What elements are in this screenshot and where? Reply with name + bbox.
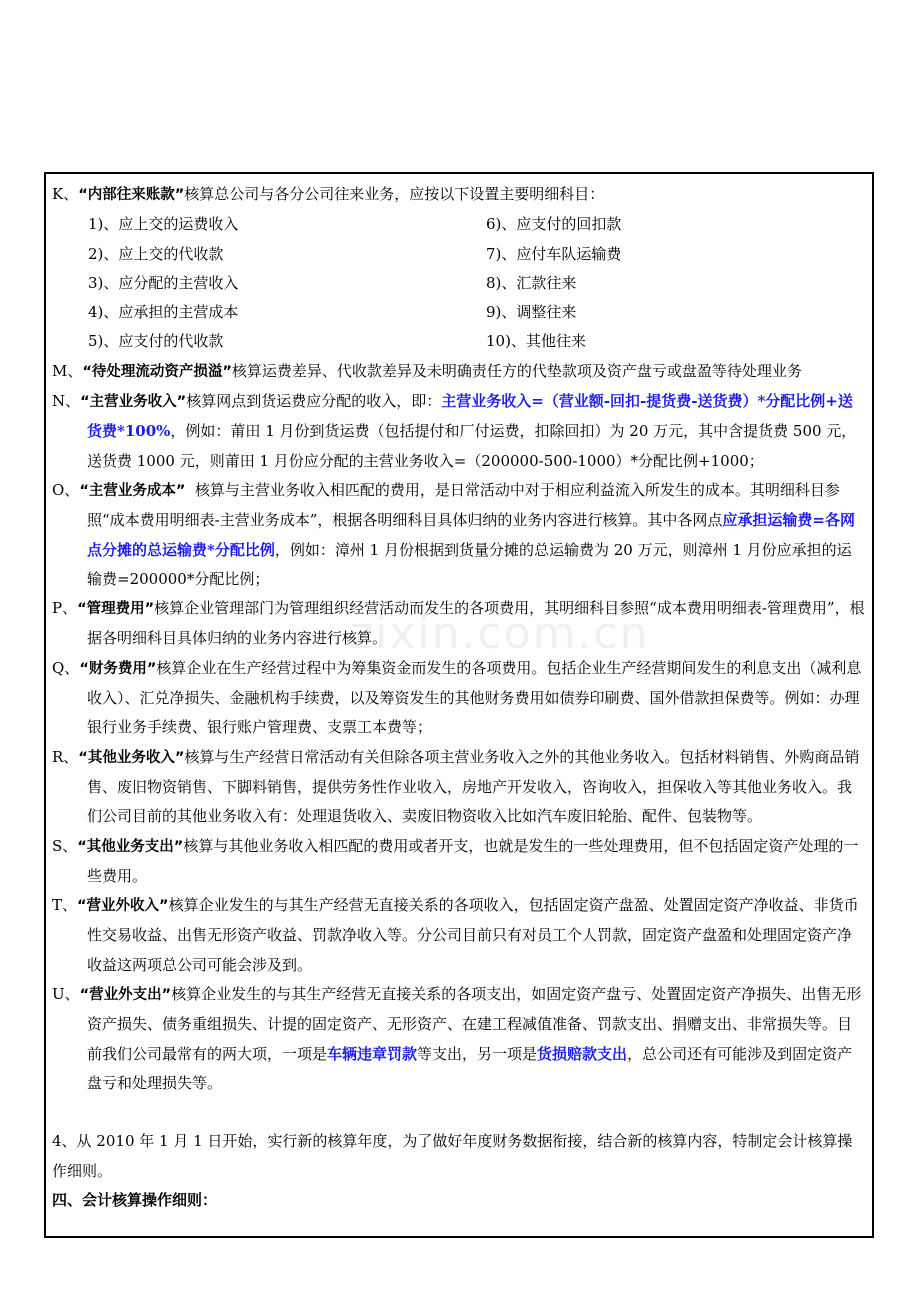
list-item: 3)、应分配的主营收入	[88, 273, 239, 292]
watermark: zixin.com.cn	[350, 608, 650, 659]
document-body	[52, 180, 866, 1215]
list-item: 6)、应支付的回扣款	[486, 215, 622, 234]
item-s	[52, 832, 866, 892]
subaccount-list	[52, 210, 866, 356]
item-k-title: “内部往来账款”	[78, 187, 185, 203]
list-item: 8)、汇款往来	[486, 273, 577, 292]
item-s-title: “其他业务支出”	[77, 838, 184, 855]
item-s-prefix: S、	[52, 836, 78, 855]
item-o-text-2: ，例如：漳州 1 月份根据到货量分摊的总运输费为 20 万元，则漳州 1 月份应承担的运输费=200000*分配比例；	[87, 540, 852, 588]
item-k-text: 核算总公司与各分公司往来业务，应按以下设置主要明细科目：	[184, 185, 605, 203]
item-k	[52, 180, 866, 210]
item-u-highlight-1: 车辆违章罚款	[327, 1044, 418, 1063]
item-p-title: “管理费用”	[77, 601, 155, 618]
item-t-title: “营业外收入”	[77, 898, 169, 915]
item-r-text: 核算与生产经营日常活动有关但除各项主营业务收入之外的其他业务收入。包括材料销售、外购商品销售、废旧物资销售、下脚料销售，提供劳务性作业收入，房地产开发收入，咨询收入，担保收入等其他业务收入。我们公司目前的其他业务收入有：处理退货收入、卖废旧物资收入比如汽车废旧轮胎、配件、包装物等。	[87, 747, 860, 826]
item-r-prefix: R、	[52, 747, 79, 766]
item-o-prefix: O、	[52, 480, 80, 499]
item-u	[52, 980, 866, 1098]
item-n-text: 核算网点到货运费应分配的收入，即：	[186, 392, 442, 411]
item-q	[52, 654, 866, 743]
item-u-title: “营业外支出”	[79, 987, 172, 1004]
list-item: 2)、应上交的代收款	[88, 244, 224, 263]
item-s-text: 核算与其他业务收入相匹配的费用或者开支，也就是发生的一些处理费用，但不包括固定资产处理的一些费用。	[87, 836, 859, 885]
item-p-text: 核算企业管理部门为管理组织经营活动而发生的各项费用，其明细科目参照“成本费用明细表-管理费用”，根据各明细科目具体归纳的业务内容进行核算。	[87, 599, 865, 648]
item-q-prefix: Q、	[52, 658, 80, 677]
item-o-text: 核算与主营业务收入相匹配的费用，是日常活动中对于相应利益流入所发生的成本。其明细科目参照“成本费用明细表-主营业务成本”，根据各明细科目具体归纳的业务内容进行核算。其中各网点	[87, 480, 840, 530]
list-item: 5)、应支付的代收款	[88, 332, 224, 351]
item-o-title: “主营业务成本”	[79, 482, 186, 499]
item-p-prefix: P、	[52, 599, 78, 618]
list-item: 4)、应承担的主营成本	[88, 303, 239, 322]
item-t-prefix: T、	[52, 896, 78, 915]
item-u-prefix: U、	[52, 985, 80, 1004]
item-r-title: “其他业务收入”	[78, 749, 185, 766]
item-p	[52, 594, 866, 654]
item-u-text-2: 等支出，另一项是	[417, 1044, 538, 1063]
item-t-text: 核算企业发生的与其生产经营无直接关系的各项收入，包括固定资产盘盈、处置固定资产净收益、非货币性交易收益、出售无形资产收益、罚款净收入等。分公司目前只有对员工个人罚款，固定资产盘盈和处理固定资产净收益这两项总公司可能会涉及到。	[87, 896, 859, 974]
item-k-prefix: K、	[52, 185, 79, 203]
item-m-prefix: M、	[52, 361, 83, 380]
item-n-title: “主营业务收入”	[80, 394, 187, 411]
spacer	[52, 1098, 866, 1127]
item-o-formula: 应承担运输费=各网点分摊的总运输费*分配比例	[87, 511, 855, 559]
list-item: 7)、应付车队运输费	[486, 244, 622, 263]
item-n-text-2: ，例如：莆田 1 月份到货运费（包括提付和厂付运费，扣除回扣）为 20 万元，其中含提货费 500 元，送货费 1000 元，则莆田 1 月份应分配的主营业务收入=（200000-500-1000）*分配比例+1000；	[87, 422, 857, 470]
list-item: 9)、调整往来	[486, 303, 577, 322]
item-o	[52, 476, 866, 594]
item-t	[52, 891, 866, 980]
section-heading: 四、会计核算操作细则：	[52, 1190, 218, 1209]
item-n-prefix: N、	[52, 392, 81, 411]
item-u-text-3: ，总公司还有可能涉及到固定资产盘亏和处理损失等。	[87, 1044, 853, 1092]
item-q-title: “财务费用”	[79, 660, 157, 677]
item-m-text: 核算运费差异、代收款差异及未明确责任方的代垫款项及资产盘亏或盘盈等待处理业务	[231, 361, 802, 380]
item-q-text: 核算企业在生产经营过程中为筹集资金而发生的各项费用。包括企业生产经营期间发生的利息支出（减利息收入）、汇兑净损失、金融机构手续费，以及筹资发生的其他财务费用如债券印刷费、国外借款担保费等。例如：办理银行业务手续费、银行账户管理费、支票工本费等；	[87, 658, 862, 737]
item-u-highlight-2: 货损赔款支出	[537, 1044, 628, 1063]
document-frame	[44, 172, 874, 1238]
list-item: 1)、应上交的运费收入	[88, 215, 239, 234]
list-item: 10)、其他往来	[486, 332, 586, 351]
paragraph-4: 4、从 2010 年 1 月 1 日开始，实行新的核算年度，为了做好年度财务数据衔接，结合新的核算内容，特制定会计核算操作细则。	[52, 1132, 853, 1180]
item-u-text: 核算企业发生的与其生产经营无直接关系的各项支出，如固定资产盘亏、处置固定资产净损失、出售无形资产损失、债务重组损失、计提的固定资产、无形资产、在建工程减值准备、罚款支出、捐赠支出、非常损失等。目前我们公司最常有的两大项，一项是	[87, 985, 862, 1063]
item-n	[52, 387, 866, 476]
item-n-formula: 主营业务收入=（营业额-回扣-提货费-送货费）*分配比例+送货费*100%	[87, 392, 853, 441]
item-m-title: “待处理流动资产损溢”	[82, 363, 232, 380]
item-m	[52, 357, 866, 387]
item-r	[52, 743, 866, 832]
